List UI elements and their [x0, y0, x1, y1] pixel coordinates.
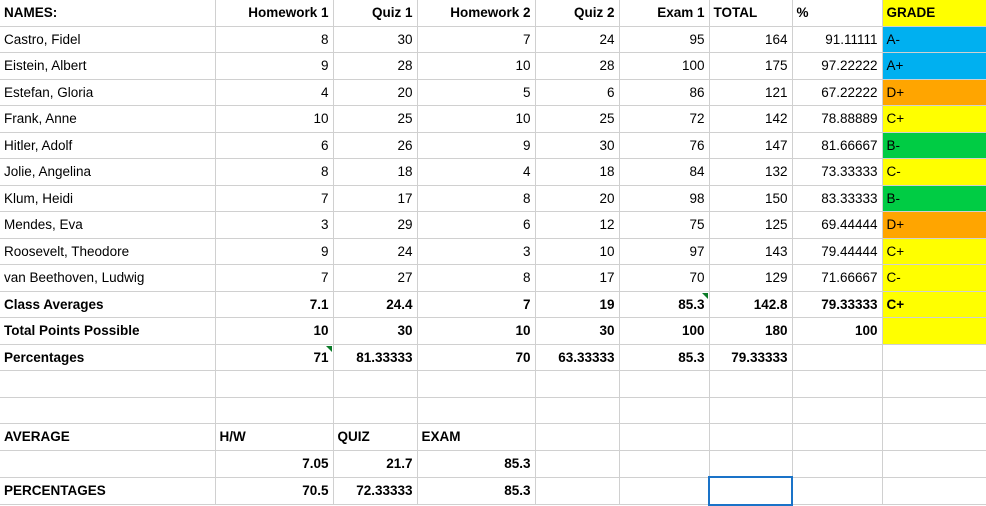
blank-cell[interactable] [619, 450, 709, 477]
cell-homework-1[interactable]: 7 [215, 265, 333, 292]
cell-grade[interactable]: C+ [882, 238, 986, 265]
cell-homework-2[interactable]: 6 [417, 212, 535, 239]
blank-cell[interactable] [709, 397, 792, 424]
blank-cell[interactable] [535, 450, 619, 477]
quiz-label[interactable]: QUIZ [333, 424, 417, 451]
average-hw-value[interactable]: 7.05 [215, 450, 333, 477]
blank-cell[interactable] [0, 450, 215, 477]
cell-homework-2[interactable]: 8 [417, 265, 535, 292]
cell-total[interactable]: 121 [709, 79, 792, 106]
total-points-grade[interactable] [882, 318, 986, 345]
table-row[interactable] [0, 238, 986, 265]
student-name[interactable]: Frank, Anne [0, 106, 215, 133]
cell-exam-1[interactable]: 72 [619, 106, 709, 133]
blank-cell[interactable] [792, 477, 882, 505]
table-row[interactable] [0, 185, 986, 212]
exam-label[interactable]: EXAM [417, 424, 535, 451]
cell-homework-2[interactable]: 10 [417, 106, 535, 133]
cell-homework-2[interactable]: 4 [417, 159, 535, 186]
student-name[interactable]: Hitler, Adolf [0, 132, 215, 159]
total-points-homework-1[interactable]: 10 [215, 318, 333, 345]
cell-quiz-2[interactable]: 10 [535, 238, 619, 265]
average-values-row[interactable] [0, 450, 986, 477]
cell-percent[interactable]: 81.66667 [792, 132, 882, 159]
percentages-exam-1[interactable]: 85.3 [619, 344, 709, 371]
cell-percent[interactable]: 79.44444 [792, 238, 882, 265]
blank-cell[interactable] [882, 424, 986, 451]
cell-exam-1[interactable]: 98 [619, 185, 709, 212]
cell-grade[interactable]: B- [882, 185, 986, 212]
cell-homework-2[interactable]: 7 [417, 26, 535, 53]
cell-quiz-1[interactable]: 26 [333, 132, 417, 159]
cell-total[interactable]: 143 [709, 238, 792, 265]
cell-quiz-2[interactable]: 28 [535, 53, 619, 80]
blank-cell[interactable] [417, 397, 535, 424]
cell-quiz-2[interactable]: 30 [535, 132, 619, 159]
table-row[interactable] [0, 132, 986, 159]
bottom-percentages-exam-value[interactable]: 85.3 [417, 477, 535, 505]
table-row[interactable] [0, 26, 986, 53]
total-points-total[interactable]: 180 [709, 318, 792, 345]
cell-homework-1[interactable]: 10 [215, 106, 333, 133]
cell-percent[interactable]: 91.11111 [792, 26, 882, 53]
cell-total[interactable]: 142 [709, 106, 792, 133]
cell-quiz-2[interactable]: 20 [535, 185, 619, 212]
cell-total[interactable]: 132 [709, 159, 792, 186]
cell-quiz-2[interactable]: 24 [535, 26, 619, 53]
cell-quiz-1[interactable]: 17 [333, 185, 417, 212]
column-header-homework-2[interactable]: Homework 2 [417, 0, 535, 26]
blank-row [0, 397, 986, 424]
percentages-quiz-2[interactable]: 63.33333 [535, 344, 619, 371]
hw-label[interactable]: H/W [215, 424, 333, 451]
blank-cell[interactable] [792, 450, 882, 477]
class-averages-homework-2[interactable]: 7 [417, 291, 535, 318]
bottom-percentages-row[interactable] [0, 477, 986, 505]
percentages-quiz-1[interactable]: 81.33333 [333, 344, 417, 371]
cell-homework-1[interactable]: 8 [215, 26, 333, 53]
cell-grade[interactable]: C- [882, 159, 986, 186]
cell-total[interactable]: 125 [709, 212, 792, 239]
bottom-percentages-hw-value[interactable]: 70.5 [215, 477, 333, 505]
table-row[interactable] [0, 212, 986, 239]
table-row[interactable] [0, 265, 986, 292]
cell-quiz-2[interactable]: 12 [535, 212, 619, 239]
total-points-exam-1[interactable]: 100 [619, 318, 709, 345]
cell-homework-1[interactable]: 7 [215, 185, 333, 212]
selected-cell[interactable] [709, 477, 792, 505]
percentages-homework-1[interactable]: 71 [215, 344, 333, 371]
cell-homework-1[interactable]: 6 [215, 132, 333, 159]
student-name[interactable]: Mendes, Eva [0, 212, 215, 239]
total-points-quiz-2[interactable]: 30 [535, 318, 619, 345]
blank-cell[interactable] [535, 371, 619, 398]
student-name[interactable]: van Beethoven, Ludwig [0, 265, 215, 292]
blank-cell[interactable] [709, 450, 792, 477]
cell-grade[interactable]: B- [882, 132, 986, 159]
cell-percent[interactable]: 71.66667 [792, 265, 882, 292]
cell-quiz-1[interactable]: 18 [333, 159, 417, 186]
blank-cell[interactable] [535, 424, 619, 451]
cell-total[interactable]: 175 [709, 53, 792, 80]
cell-homework-2[interactable]: 3 [417, 238, 535, 265]
cell-total[interactable]: 129 [709, 265, 792, 292]
cell-percent[interactable]: 69.44444 [792, 212, 882, 239]
average-exam-value[interactable]: 85.3 [417, 450, 535, 477]
cell-quiz-2[interactable]: 25 [535, 106, 619, 133]
column-header-quiz-1[interactable]: Quiz 1 [333, 0, 417, 26]
cell-homework-1[interactable]: 3 [215, 212, 333, 239]
cell-grade[interactable]: C- [882, 265, 986, 292]
cell-homework-1[interactable]: 8 [215, 159, 333, 186]
blank-cell[interactable] [792, 424, 882, 451]
cell-quiz-1[interactable]: 20 [333, 79, 417, 106]
cell-exam-1[interactable]: 84 [619, 159, 709, 186]
cell-exam-1[interactable]: 86 [619, 79, 709, 106]
column-header-names[interactable]: NAMES: [0, 0, 215, 26]
cell-exam-1[interactable]: 97 [619, 238, 709, 265]
cell-quiz-1[interactable]: 25 [333, 106, 417, 133]
blank-cell[interactable] [882, 371, 986, 398]
cell-grade[interactable]: D+ [882, 79, 986, 106]
cell-quiz-1[interactable]: 28 [333, 53, 417, 80]
class-averages-total[interactable]: 142.8 [709, 291, 792, 318]
cell-exam-1[interactable]: 76 [619, 132, 709, 159]
blank-cell[interactable] [333, 371, 417, 398]
average-header-row[interactable] [0, 424, 986, 451]
blank-cell[interactable] [333, 397, 417, 424]
class-averages-quiz-2[interactable]: 19 [535, 291, 619, 318]
cell-total[interactable]: 147 [709, 132, 792, 159]
table-row[interactable] [0, 106, 986, 133]
cell-total[interactable]: 164 [709, 26, 792, 53]
cell-grade[interactable]: A- [882, 26, 986, 53]
column-header-homework-1[interactable]: Homework 1 [215, 0, 333, 26]
total-points-quiz-1[interactable]: 30 [333, 318, 417, 345]
table-row[interactable] [0, 53, 986, 80]
blank-cell[interactable] [417, 371, 535, 398]
average-label[interactable]: AVERAGE [0, 424, 215, 451]
cell-quiz-1[interactable]: 29 [333, 212, 417, 239]
class-averages-grade[interactable]: C+ [882, 291, 986, 318]
column-header-quiz-2[interactable]: Quiz 2 [535, 0, 619, 26]
percentages-grade[interactable] [882, 344, 986, 371]
cell-exam-1[interactable]: 70 [619, 265, 709, 292]
table-header-row [0, 0, 986, 26]
cell-homework-1[interactable]: 9 [215, 53, 333, 80]
class-averages-quiz-1[interactable]: 24.4 [333, 291, 417, 318]
percentages-total[interactable]: 79.33333 [709, 344, 792, 371]
student-name[interactable]: Klum, Heidi [0, 185, 215, 212]
percentages-percent[interactable] [792, 344, 882, 371]
total-points-label[interactable]: Total Points Possible [0, 318, 215, 345]
total-points-percent[interactable]: 100 [792, 318, 882, 345]
average-quiz-value[interactable]: 21.7 [333, 450, 417, 477]
blank-cell[interactable] [215, 371, 333, 398]
column-header-exam-1[interactable]: Exam 1 [619, 0, 709, 26]
cell-quiz-2[interactable]: 18 [535, 159, 619, 186]
blank-cell[interactable] [619, 477, 709, 505]
cell-homework-1[interactable]: 9 [215, 238, 333, 265]
blank-cell[interactable] [0, 371, 215, 398]
cell-quiz-1[interactable]: 27 [333, 265, 417, 292]
student-name[interactable]: Castro, Fidel [0, 26, 215, 53]
cell-quiz-1[interactable]: 30 [333, 26, 417, 53]
cell-percent[interactable]: 83.33333 [792, 185, 882, 212]
cell-quiz-2[interactable]: 6 [535, 79, 619, 106]
cell-homework-2[interactable]: 5 [417, 79, 535, 106]
blank-cell[interactable] [619, 397, 709, 424]
table-row[interactable] [0, 79, 986, 106]
cell-percent[interactable]: 78.88889 [792, 106, 882, 133]
column-header-grade[interactable]: GRADE [882, 0, 986, 26]
student-name[interactable]: Roosevelt, Theodore [0, 238, 215, 265]
total-points-homework-2[interactable]: 10 [417, 318, 535, 345]
class-averages-row[interactable] [0, 291, 986, 318]
cell-exam-1[interactable]: 100 [619, 53, 709, 80]
column-header-percent[interactable]: % [792, 0, 882, 26]
total-points-row[interactable] [0, 318, 986, 345]
blank-cell[interactable] [882, 477, 986, 505]
student-name[interactable]: Jolie, Angelina [0, 159, 215, 186]
cell-quiz-2[interactable]: 17 [535, 265, 619, 292]
bottom-percentages-quiz-value[interactable]: 72.33333 [333, 477, 417, 505]
blank-row [0, 371, 986, 398]
blank-cell[interactable] [709, 371, 792, 398]
blank-cell[interactable] [882, 397, 986, 424]
class-averages-homework-1[interactable]: 7.1 [215, 291, 333, 318]
cell-grade[interactable]: D+ [882, 212, 986, 239]
cell-homework-2[interactable]: 10 [417, 53, 535, 80]
column-header-total[interactable]: TOTAL [709, 0, 792, 26]
cell-homework-1[interactable]: 4 [215, 79, 333, 106]
class-averages-percent[interactable]: 79.33333 [792, 291, 882, 318]
blank-cell[interactable] [619, 371, 709, 398]
percentages-label[interactable]: Percentages [0, 344, 215, 371]
percentages-homework-2[interactable]: 70 [417, 344, 535, 371]
percentages-row[interactable] [0, 344, 986, 371]
student-name[interactable]: Estefan, Gloria [0, 79, 215, 106]
cell-percent[interactable]: 97.22222 [792, 53, 882, 80]
cell-exam-1[interactable]: 75 [619, 212, 709, 239]
student-name[interactable]: Eistein, Albert [0, 53, 215, 80]
cell-homework-2[interactable]: 8 [417, 185, 535, 212]
cell-percent[interactable]: 67.22222 [792, 79, 882, 106]
blank-cell[interactable] [535, 397, 619, 424]
bottom-percentages-label[interactable]: PERCENTAGES [0, 477, 215, 505]
blank-cell[interactable] [882, 450, 986, 477]
blank-cell[interactable] [709, 424, 792, 451]
blank-cell[interactable] [792, 371, 882, 398]
cell-homework-2[interactable]: 9 [417, 132, 535, 159]
blank-cell[interactable] [792, 397, 882, 424]
cell-exam-1[interactable]: 95 [619, 26, 709, 53]
cell-grade[interactable]: A+ [882, 53, 986, 80]
blank-cell[interactable] [619, 424, 709, 451]
table-row[interactable] [0, 159, 986, 186]
cell-quiz-1[interactable]: 24 [333, 238, 417, 265]
class-averages-exam-1[interactable]: 85.3 [619, 291, 709, 318]
cell-grade[interactable]: C+ [882, 106, 986, 133]
cell-total[interactable]: 150 [709, 185, 792, 212]
blank-cell[interactable] [535, 477, 619, 505]
blank-cell[interactable] [0, 397, 215, 424]
class-averages-label[interactable]: Class Averages [0, 291, 215, 318]
cell-percent[interactable]: 73.33333 [792, 159, 882, 186]
blank-cell[interactable] [215, 397, 333, 424]
